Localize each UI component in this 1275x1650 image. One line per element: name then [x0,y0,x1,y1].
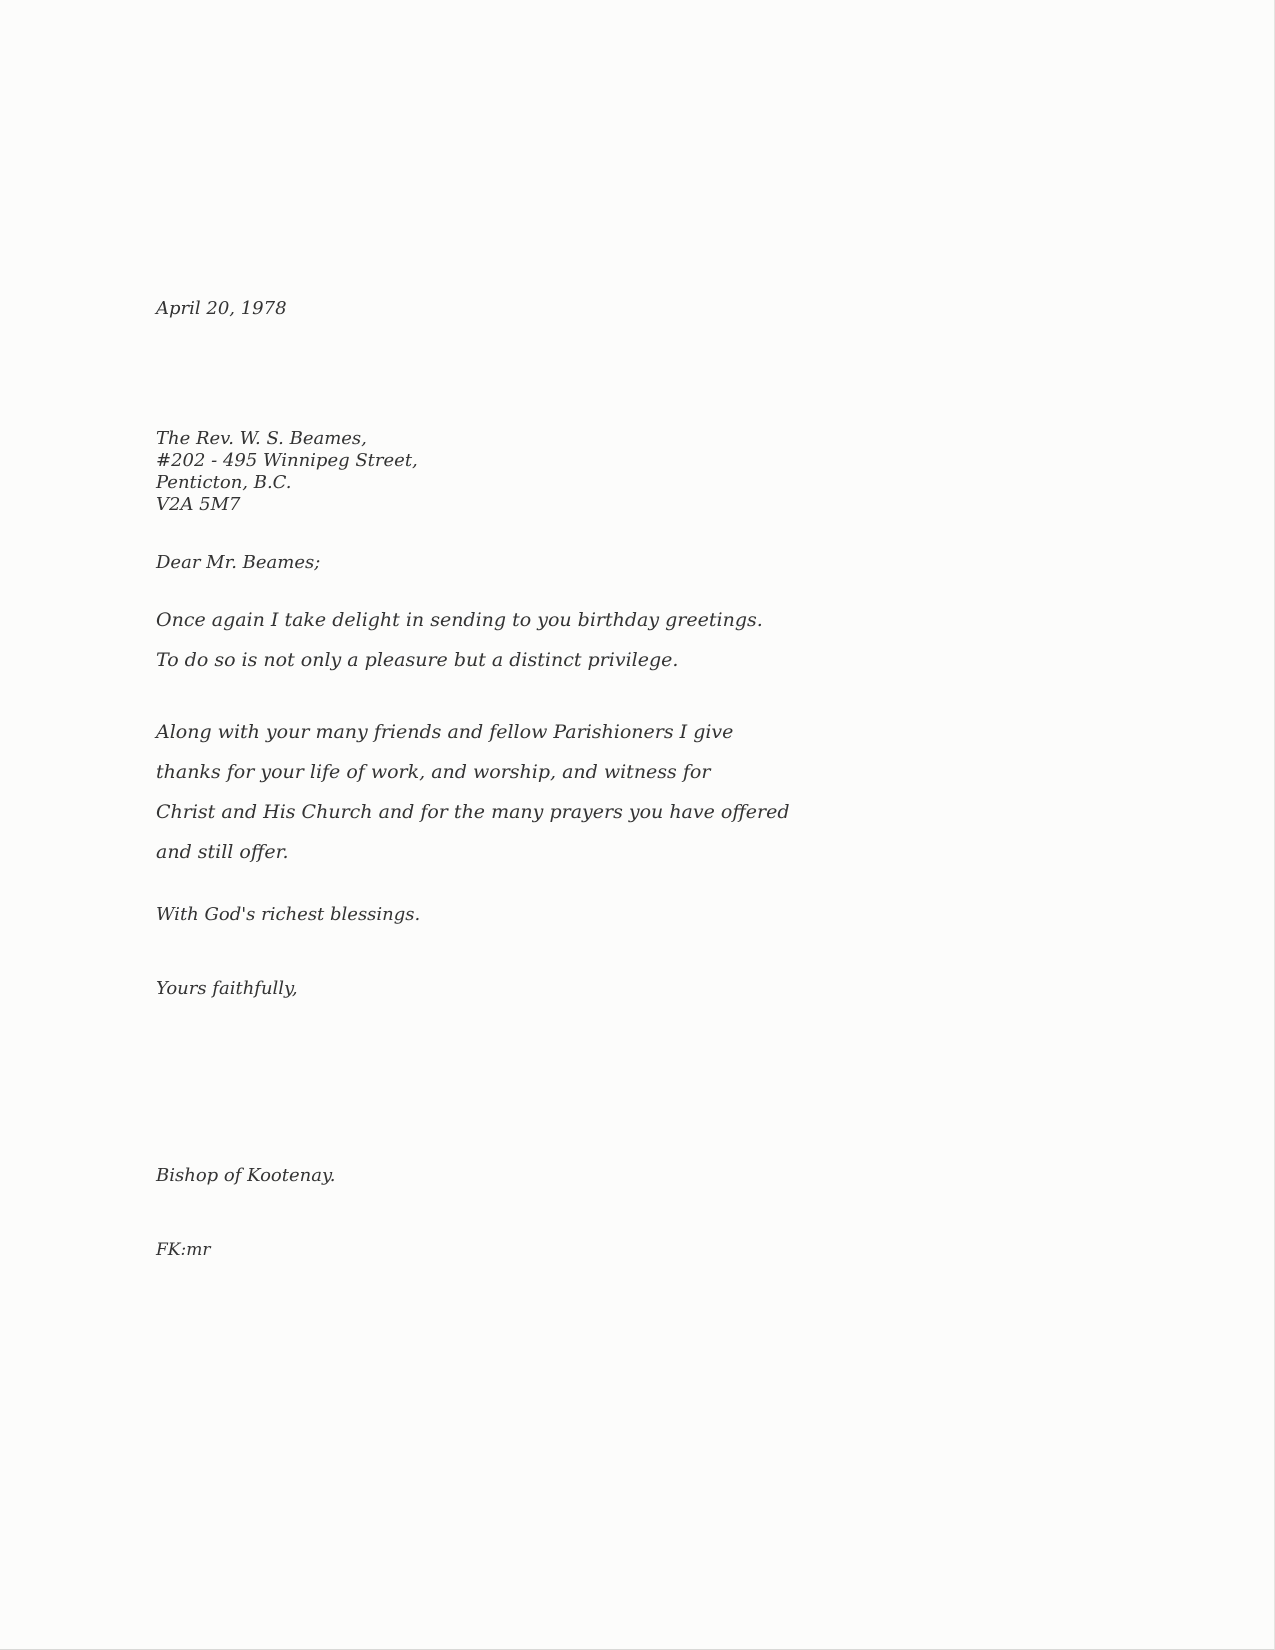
blessing-line: With God's richest blessings. [156,904,421,925]
paragraph-line: Once again I take delight in sending to you birthday greetings. [156,609,763,631]
signature-title: Bishop of Kootenay. [156,1165,336,1186]
paragraph-line: To do so is not only a pleasure but a distinct privilege. [156,649,679,671]
complimentary-closing: Yours faithfully, [156,978,298,999]
recipient-city: Penticton, B.C. [156,472,292,493]
recipient-address [156,428,418,516]
paragraph-line: and still offer. [156,841,289,863]
paragraph-line: Christ and His Church and for the many prayers you have offered [156,801,790,823]
body-paragraph-1 [156,600,763,680]
salutation: Dear Mr. Beames; [156,552,321,573]
recipient-name: The Rev. W. S. Beames, [156,428,367,449]
letter-date: April 20, 1978 [156,298,287,319]
body-paragraph-2 [156,712,790,872]
paragraph-line: Along with your many friends and fellow Parishioners I give [156,721,734,743]
recipient-postal-code: V2A 5M7 [156,494,241,515]
reference-initials: FK:mr [156,1240,211,1260]
recipient-street: #202 - 495 Winnipeg Street, [156,450,418,471]
paragraph-line: thanks for your life of work, and worship, and witness for [156,761,711,783]
